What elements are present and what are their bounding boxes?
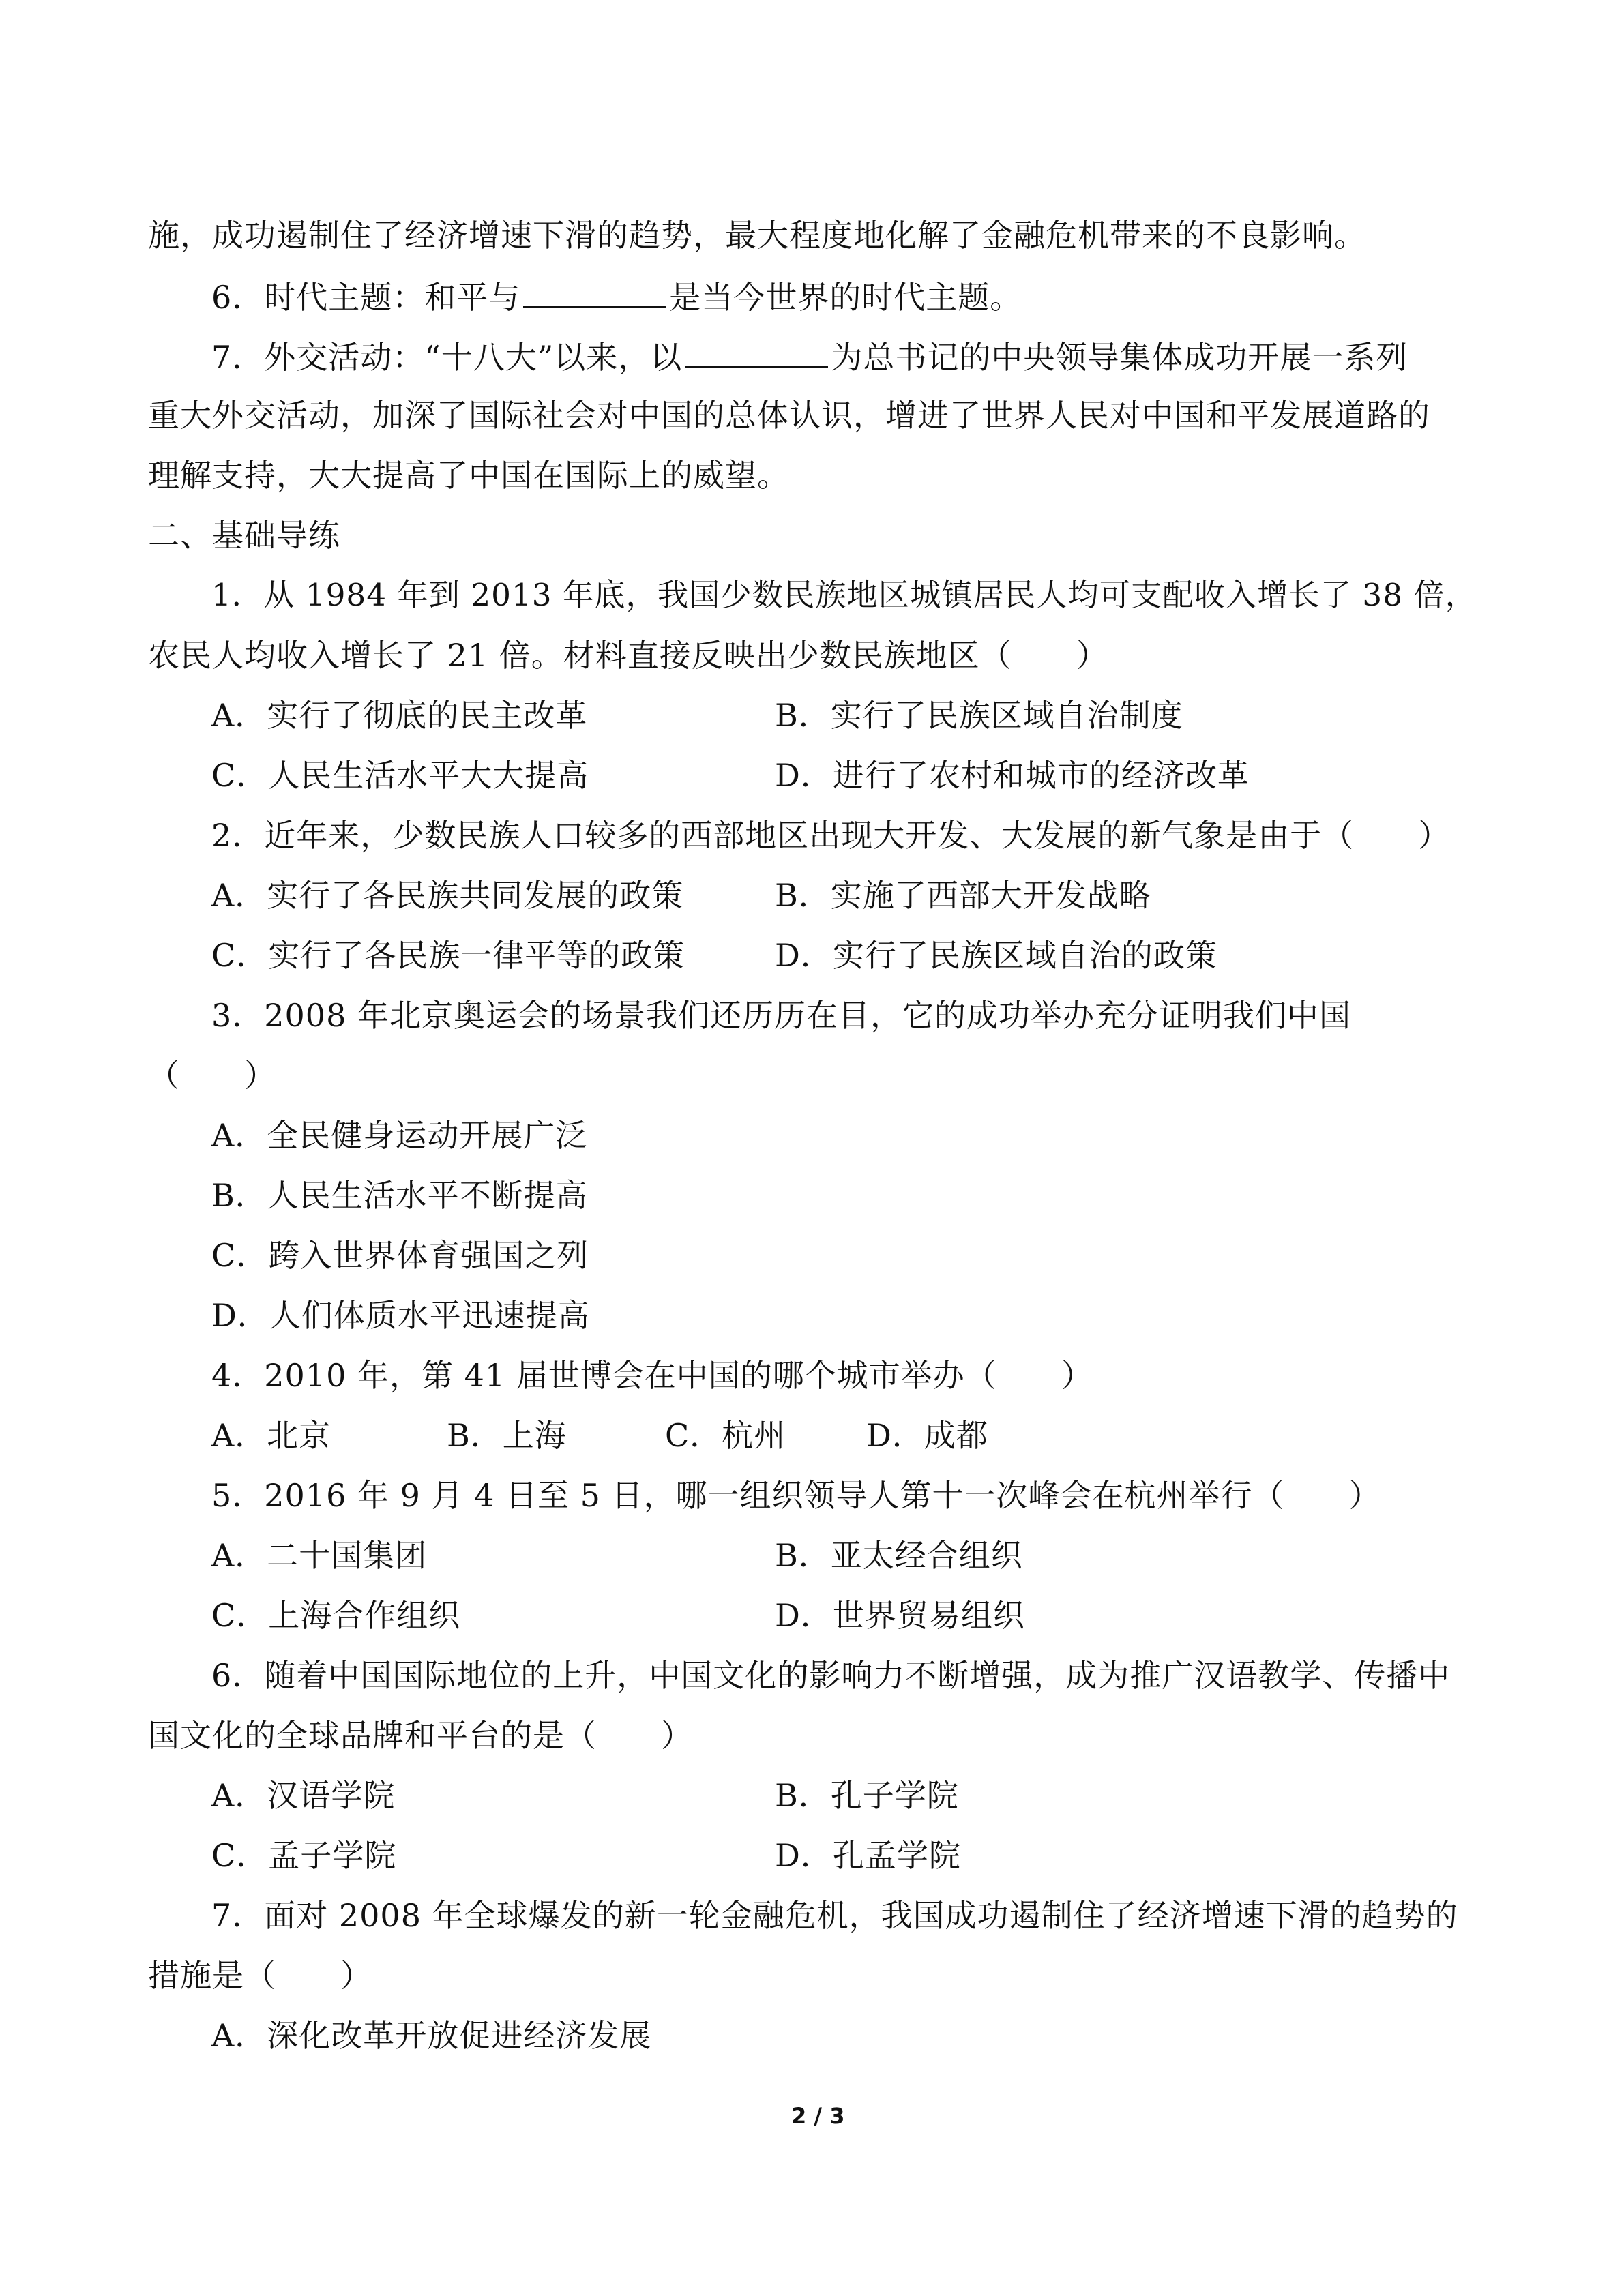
item-6-line bbox=[211, 275, 1022, 318]
question-5-option-b: B．亚太经合组织 bbox=[775, 1537, 1023, 1574]
question-2-option-b: B．实施了西部大开发战略 bbox=[775, 877, 1151, 914]
question-4-line-1: 4．2010 年，第 41 届世博会在中国的哪个城市举办（ ） bbox=[211, 1357, 1093, 1394]
question-1-line-1: 1．从 1984 年到 2013 年底，我国少数民族地区城镇居民人均可支配收入增长了 38 倍， bbox=[211, 577, 1477, 613]
item-6-text-a: 6．时代主题：和平与 bbox=[211, 279, 521, 316]
item-7-line-1 bbox=[211, 335, 1408, 378]
question-4-option-c: C．杭州 bbox=[665, 1417, 786, 1454]
question-3-option-c: C．跨入世界体育强国之列 bbox=[211, 1237, 589, 1274]
question-3-line-2: （ ） bbox=[148, 1057, 276, 1094]
question-6-option-b: B．孔子学院 bbox=[775, 1777, 959, 1814]
question-5-line-1: 5．2016 年 9 月 4 日至 5 日，哪一组织领导人第十一次峰会在杭州举行（ ） bbox=[211, 1477, 1381, 1514]
question-5-option-a: A．二十国集团 bbox=[211, 1537, 428, 1574]
question-3-option-b: B．人民生活水平不断提高 bbox=[211, 1177, 588, 1214]
fill-blank bbox=[685, 335, 828, 368]
item-6-text-b: 是当今世界的时代主题。 bbox=[669, 279, 1022, 316]
page-number: 2 / 3 bbox=[791, 2103, 845, 2129]
question-3-option-a: A．全民健身运动开展广泛 bbox=[211, 1117, 588, 1154]
question-7-line-1: 7．面对 2008 年全球爆发的新一轮金融危机，我国成功遏制住了经济增速下滑的趋势的 bbox=[211, 1897, 1458, 1934]
question-6-option-c: C．孟子学院 bbox=[211, 1837, 397, 1874]
item-7-text-b: 为总书记的中央领导集体成功开展一系列 bbox=[831, 339, 1408, 376]
question-6-option-a: A．汉语学院 bbox=[211, 1777, 396, 1814]
question-4-option-a: A．北京 bbox=[211, 1417, 331, 1454]
question-2-option-a: A．实行了各民族共同发展的政策 bbox=[211, 877, 684, 914]
question-7-line-2: 措施是（ ） bbox=[148, 1957, 372, 1994]
question-1-option-c: C．人民生活水平大大提高 bbox=[211, 757, 589, 794]
item-7-text-a: 7．外交活动：“十八大”以来，以 bbox=[211, 339, 683, 376]
question-1-option-a: A．实行了彻底的民主改革 bbox=[211, 697, 588, 734]
question-6-line-2: 国文化的全球品牌和平台的是（ ） bbox=[148, 1717, 693, 1754]
question-3-line-1: 3．2008 年北京奥运会的场景我们还历历在目，它的成功举办充分证明我们中国 bbox=[211, 997, 1351, 1034]
question-1-line-2: 农民人均收入增长了 21 倍。材料直接反映出少数民族地区（ ） bbox=[148, 637, 1108, 674]
question-2-line-1: 2．近年来，少数民族人口较多的西部地区出现大开发、大发展的新气象是由于（ ） bbox=[211, 817, 1451, 854]
question-6-line-1: 6．随着中国国际地位的上升，中国文化的影响力不断增强，成为推广汉语教学、传播中 bbox=[211, 1657, 1451, 1694]
item-7-line-2: 重大外交活动，加深了国际社会对中国的总体认识，增进了世界人民对中国和平发展道路的 bbox=[148, 397, 1430, 434]
question-7-option-a: A．深化改革开放促进经济发展 bbox=[211, 2017, 652, 2054]
question-2-option-d: D．实行了民族区域自治的政策 bbox=[775, 937, 1217, 974]
question-1-option-b: B．实行了民族区域自治制度 bbox=[775, 697, 1183, 734]
question-4-option-b: B．上海 bbox=[447, 1417, 567, 1454]
fill-blank bbox=[523, 275, 666, 308]
question-5-option-d: D．世界贸易组织 bbox=[775, 1597, 1025, 1634]
item-7-line-3: 理解支持，大大提高了中国在国际上的威望。 bbox=[148, 457, 789, 494]
intro-line-1: 施，成功遏制住了经济增速下滑的趋势，最大程度地化解了金融危机带来的不良影响。 bbox=[148, 217, 1366, 254]
question-4-option-d: D．成都 bbox=[866, 1417, 988, 1454]
question-6-option-d: D．孔孟学院 bbox=[775, 1837, 961, 1874]
question-3-option-d: D．人们体质水平迅速提高 bbox=[211, 1297, 590, 1334]
question-2-option-c: C．实行了各民族一律平等的政策 bbox=[211, 937, 685, 974]
question-1-option-d: D．进行了农村和城市的经济改革 bbox=[775, 757, 1250, 794]
section-heading: 二、基础导练 bbox=[148, 517, 340, 554]
question-5-option-c: C．上海合作组织 bbox=[211, 1597, 461, 1634]
